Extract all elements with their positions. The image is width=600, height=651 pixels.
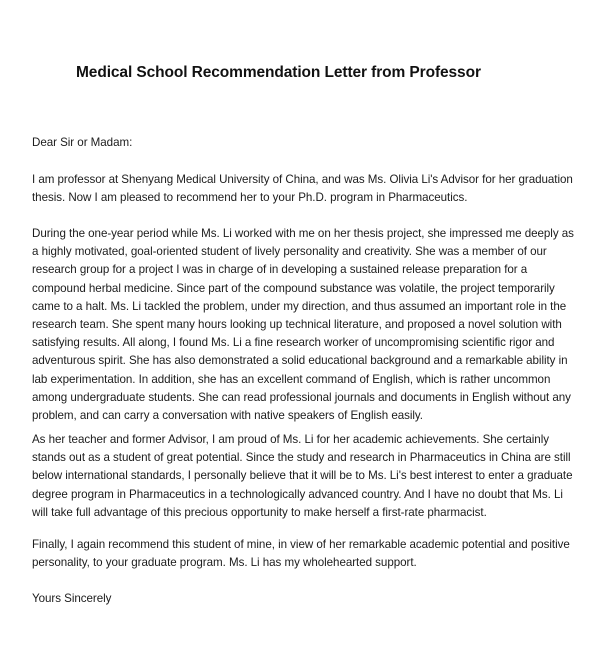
paragraph-achievements: As her teacher and former Advisor, I am proud of Ms. Li for her academic achievements. She certainly stands out as a student of great potential. Since the study and research in Pharmaceutics in China are still below international standards, I personally believe that it will be to Ms. Li's best interest to enter a graduate degree program in Pharmaceutics in a technologically advanced country. And I have no doubt that Ms. Li will take full advantage of this precious opportunity to make herself a first-rate pharmacist. (32, 433, 573, 519)
closing: Yours Sincerely (32, 592, 112, 605)
paragraph-introduction: I am professor at Shenyang Medical University of China, and was Ms. Olivia Li's Advisor for her graduation thesis. Now I am pleased to recommend her to your Ph.D. program in Pharmaceutics. (32, 173, 573, 205)
salutation: Dear Sir or Madam: (32, 136, 133, 149)
paragraph-thesis-project: During the one-year period while Ms. Li worked with me on her thesis project, she impressed me deeply as a highly motivated, goal-oriented student of lively personality and creativity. She was a member of our research group for a project I was in charge of in developing a sustained release preparation for a compound herbal medicine. Since part of the compound substance was volatile, the project temporarily came to a halt. Ms. Li tackled the problem, under my direction, and thus assumed an important role in the research team. She spent many hours looking up technical literature, and proposed a novel solution with satisfying results. All along, I found Ms. Li a fine research worker of uncompromising scientific rigor and adventurous spirit. She has also demonstrated a solid educational background and a remarkable ability in lab experimentation. In addition, she has an excellent command of English, which is rather uncommon among undergraduate students. She can read professional journals and documents in English without any problem, and can carry a conversation with native speakers of English easily. (32, 227, 574, 423)
letter-title: Medical School Recommendation Letter from Professor (76, 64, 481, 81)
paragraph-final-recommendation: Finally, I again recommend this student of mine, in view of her remarkable academic potential and positive personality, to your graduate program. Ms. Li has my wholehearted support. (32, 538, 570, 570)
